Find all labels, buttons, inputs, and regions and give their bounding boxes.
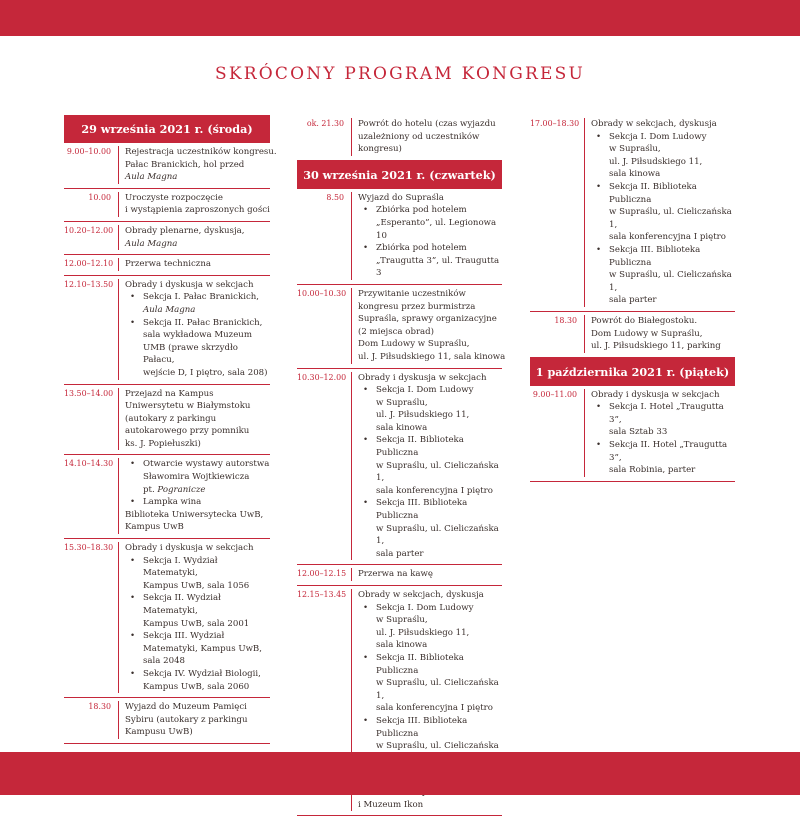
schedule-row <box>530 115 735 312</box>
desc-line: Obrady i dyskusja w sekcjach <box>358 372 487 383</box>
desc-line: Supraśla, sprawy organizacyjne <box>358 314 497 325</box>
bullet-item: • Zbiórka pod hotelem <box>358 204 502 217</box>
row-description <box>351 118 502 156</box>
schedule-row <box>297 189 502 285</box>
schedule-row <box>64 222 270 255</box>
bullet-item: • Sekcja IV. Wydział Biologii, <box>125 668 270 681</box>
row-description <box>118 458 270 534</box>
desc-line: ks. J. Popiełuszki) <box>125 438 201 449</box>
schedule-row <box>297 565 502 586</box>
bullet-continuation: Kampus UwB, sala 2060 <box>143 681 250 692</box>
row-description <box>584 118 735 307</box>
row-time: 15.30–18.30 <box>64 543 114 553</box>
bullet-continuation: sala kinowa <box>376 640 428 651</box>
desc-line: Obrady w sekcjach, dyskusja <box>591 119 717 129</box>
row-description <box>118 146 277 184</box>
bullet-continuation: Aula Magna <box>143 304 196 315</box>
desc-line: Powrót do Białegostoku. <box>591 315 698 326</box>
schedule-row <box>530 386 735 482</box>
row-description <box>118 225 270 250</box>
bullet-continuation: Kampus UwB, sala 2001 <box>143 618 250 629</box>
desc-line: Aula Magna <box>125 172 178 183</box>
desc-line: i Muzeum Ikon <box>358 799 424 810</box>
row-time: 17.00–18.30 <box>530 119 580 128</box>
row-time: ok. 21.30 <box>306 119 344 128</box>
row-time: 8.50 <box>326 192 344 202</box>
row-description <box>118 388 270 451</box>
schedule-column-1 <box>64 115 277 744</box>
day-header-wednesday: 29 września 2021 r. (środa) <box>64 115 270 143</box>
desc-line: kongresu) <box>358 144 402 155</box>
desc-line: Rejestracja uczestników kongresu. <box>125 147 277 157</box>
row-description <box>351 192 502 280</box>
desc-line: Wyjazd do Supraśla <box>358 192 444 203</box>
row-time: 13.50–14.00 <box>64 388 114 398</box>
bullet-continuation: sala parter <box>609 295 657 306</box>
row-description <box>118 701 270 739</box>
row-description <box>118 258 270 271</box>
bullet-continuation: w Supraślu, <box>609 144 661 155</box>
bullet-continuation: ul. J. Piłsudskiego 11, <box>376 410 470 421</box>
row-time: 12.00–12.10 <box>64 259 114 269</box>
row-time: 9.00–10.00 <box>66 147 111 156</box>
bottom-red-band <box>0 752 800 795</box>
desc-line: Obrady i dyskusja w sekcjach <box>591 389 720 400</box>
schedule-row <box>64 385 270 456</box>
row-time: 14.10–14.30 <box>64 459 114 469</box>
schedule-column-3 <box>530 115 735 482</box>
row-description <box>351 372 502 561</box>
desc-line: Przejazd na Kampus <box>125 388 214 399</box>
row-description <box>584 315 735 353</box>
schedule-row <box>64 539 270 698</box>
bullet-continuation: sala parter <box>376 548 424 559</box>
row-time: 10.00 <box>88 192 111 202</box>
desc-line: Wyjazd do Muzeum Pamięci <box>125 702 247 713</box>
bullet-continuation: w Supraślu, ul. Cieliczańska 1, <box>609 207 732 230</box>
bullet-continuation: Sławomira Wojtkiewicza <box>143 472 250 483</box>
desc-line: Pałac Branickich, hol przed <box>125 159 245 170</box>
bullet-continuation: w Supraślu, <box>376 615 428 626</box>
bullet-continuation: sala konferencyjna I piętro <box>376 485 493 496</box>
schedule-row <box>297 369 502 566</box>
desc-line: Dom Ludowy w Supraślu, <box>358 339 470 350</box>
row-time: 12.00–12.15 <box>297 569 347 579</box>
schedule-row <box>64 276 270 385</box>
desc-line: (autokary z parkingu <box>125 413 217 424</box>
bullet-item: • Sekcja III. Wydział <box>125 630 270 643</box>
schedule-row <box>297 115 502 161</box>
row-description <box>351 288 505 364</box>
row-description <box>118 542 270 693</box>
bullet-continuation: w Supraślu, <box>376 397 428 408</box>
row-description <box>118 279 270 380</box>
bullet-continuation: sala konferencyjna I piętro <box>609 232 726 243</box>
schedule-row <box>297 285 506 369</box>
desc-line: Obrady i dyskusja w sekcjach <box>125 279 254 290</box>
desc-line: kongresu przez burmistrza <box>358 301 476 312</box>
desc-line: Dom Ludowy w Supraślu, <box>591 328 703 339</box>
bullet-item: • Sekcja III. Biblioteka Publiczna <box>358 715 502 740</box>
desc-line: Aula Magna <box>125 238 178 249</box>
bullet-continuation: „Traugutta 3”, ul. Traugutta 3 <box>376 255 500 279</box>
bullet-continuation: sala konferencyjna I piętro <box>376 703 493 714</box>
desc-line: i wystąpienia zaproszonych gości <box>125 205 270 216</box>
bullet-continuation: sala Robinia, parter <box>609 465 696 476</box>
bullet-item: • Zbiórka pod hotelem <box>358 242 502 255</box>
desc-line: Uroczyste rozpoczęcie <box>125 192 223 203</box>
row-time: 18.30 <box>88 702 111 712</box>
bullet-continuation: w Supraślu, ul. Cieliczańska 1, <box>376 460 499 484</box>
bullet-continuation: sala kinowa <box>609 169 661 180</box>
bullet-item: • Sekcja I. Hotel „Traugutta 3”, <box>591 401 735 426</box>
row-description <box>351 589 502 778</box>
row-time: 10.20–12.00 <box>64 225 114 235</box>
day-header-thursday: 30 września 2021 r. (czwartek) <box>297 161 502 189</box>
schedule-row <box>530 312 735 358</box>
bullet-item: • Sekcja II. Hotel „Traugutta 3”, <box>591 439 735 464</box>
desc-line: Obrady i dyskusja w sekcjach <box>125 543 254 554</box>
bullet-item: • Sekcja II. Biblioteka Publiczna <box>358 434 502 459</box>
desc-line: Kampusu UwB) <box>125 727 193 738</box>
desc-line: Przerwa techniczna <box>125 259 211 270</box>
bullet-item: • Sekcja I. Dom Ludowy <box>358 602 502 615</box>
desc-line: ul. J. Piłsudskiego 11, parking <box>591 341 721 352</box>
desc-line: ul. J. Piłsudskiego 11, sala kinowa <box>358 351 506 362</box>
row-time: 10.30–12.00 <box>297 372 347 382</box>
bullet-item: • Sekcja II. Pałac Branickich, <box>125 317 270 330</box>
top-red-band <box>0 0 800 36</box>
bullet-continuation: sala Sztab 33 <box>609 427 668 438</box>
row-description <box>584 389 735 477</box>
bullet-item: • Sekcja I. Dom Ludowy <box>358 384 502 397</box>
desc-line: uzależniony od uczestników <box>358 131 480 142</box>
row-time: 10.00–10.30 <box>297 288 347 298</box>
bullet-item: • Sekcja II. Biblioteka Publiczna <box>358 652 502 677</box>
bullet-continuation: Matematyki, Kampus UwB, <box>143 643 262 654</box>
bullet-item: • Sekcja III. Biblioteka Publiczna <box>358 497 502 522</box>
bullet-item: • Lampka wina <box>125 496 270 509</box>
bullet-continuation: w Supraślu, ul. Cieliczańska 1, <box>609 270 732 293</box>
schedule-row <box>64 189 270 222</box>
desc-line: Uniwersytetu w Białymstoku <box>125 401 251 412</box>
row-time: 9.00–11.00 <box>532 389 577 399</box>
bullet-continuation: w Supraślu, ul. Cieliczańska 1, <box>376 523 499 547</box>
bullet-item: • Sekcja I. Dom Ludowy <box>591 131 735 144</box>
row-description <box>351 568 502 581</box>
desc-line: Obrady plenarne, dyskusja, <box>125 225 245 236</box>
bullet-continuation: sala wykładowa Muzeum <box>143 330 252 341</box>
desc-line: autokarowego przy pomniku <box>125 426 250 437</box>
schedule-row <box>64 255 270 276</box>
schedule-column-2 <box>297 115 506 816</box>
bullet-item: • Sekcja II. Wydział Matematyki, <box>125 592 270 617</box>
bullet-continuation: Kampus UwB, sala 1056 <box>143 580 250 591</box>
schedule-row <box>64 455 270 539</box>
day-header-friday: 1 października 2021 r. (piątek) <box>530 358 735 386</box>
bullet-item: • Sekcja I. Wydział Matematyki, <box>125 555 270 580</box>
desc-line: Powrót do hotelu (czas wyjazdu <box>358 119 496 129</box>
desc-line: Biblioteka Uniwersytecka UwB, <box>125 509 264 520</box>
bullet-continuation: ul. J. Piłsudskiego 11, <box>609 156 703 167</box>
desc-line: Obrady w sekcjach, dyskusja <box>358 590 484 600</box>
bullet-continuation: UMB (prawe skrzydło Pałacu, <box>143 342 238 366</box>
bullet-continuation <box>125 484 270 497</box>
bullet-continuation: sala kinowa <box>376 422 428 433</box>
row-time: 12.15–13.45 <box>297 590 347 599</box>
desc-line: Kampus UwB <box>125 522 184 533</box>
page-title: SKRÓCONY PROGRAM KONGRESU <box>215 64 585 84</box>
desc-line: Sybiru (autokary z parkingu <box>125 714 248 725</box>
schedule-row <box>64 143 277 189</box>
desc-line: Przywitanie uczestników <box>358 288 466 299</box>
bullet-continuation: „Esperanto”, ul. Legionowa 10 <box>376 217 497 241</box>
row-time: 12.10–13.50 <box>64 279 114 289</box>
desc-line: Przerwa na kawę <box>358 569 433 580</box>
schedule-row <box>64 698 270 744</box>
bullet-continuation: wejście D, I piętro, sala 208) <box>143 367 268 378</box>
bullet-item: • Sekcja II. Biblioteka Publiczna <box>591 181 735 206</box>
desc-line: (2 miejsca obrad) <box>358 326 435 337</box>
bullet-item: • Sekcja I. Pałac Branickich, <box>125 291 270 304</box>
bullet-item: • Sekcja III. Biblioteka Publiczna <box>591 244 735 269</box>
exhibition-title: Pograniczе <box>157 484 206 495</box>
bullet-item: • Otwarcie wystawy autorstwa <box>125 458 270 471</box>
bullet-continuation: w Supraślu, ul. Cieliczańska <box>376 741 499 752</box>
bullet-continuation: w Supraślu, ul. Cieliczańska 1, <box>376 678 499 701</box>
bullet-continuation: ul. J. Piłsudskiego 11, <box>376 627 470 638</box>
bullet-continuation: sala 2048 <box>143 656 186 667</box>
exhibition-prefix: pt. <box>143 484 158 495</box>
row-description <box>118 192 270 217</box>
row-time: 18.30 <box>554 315 577 325</box>
